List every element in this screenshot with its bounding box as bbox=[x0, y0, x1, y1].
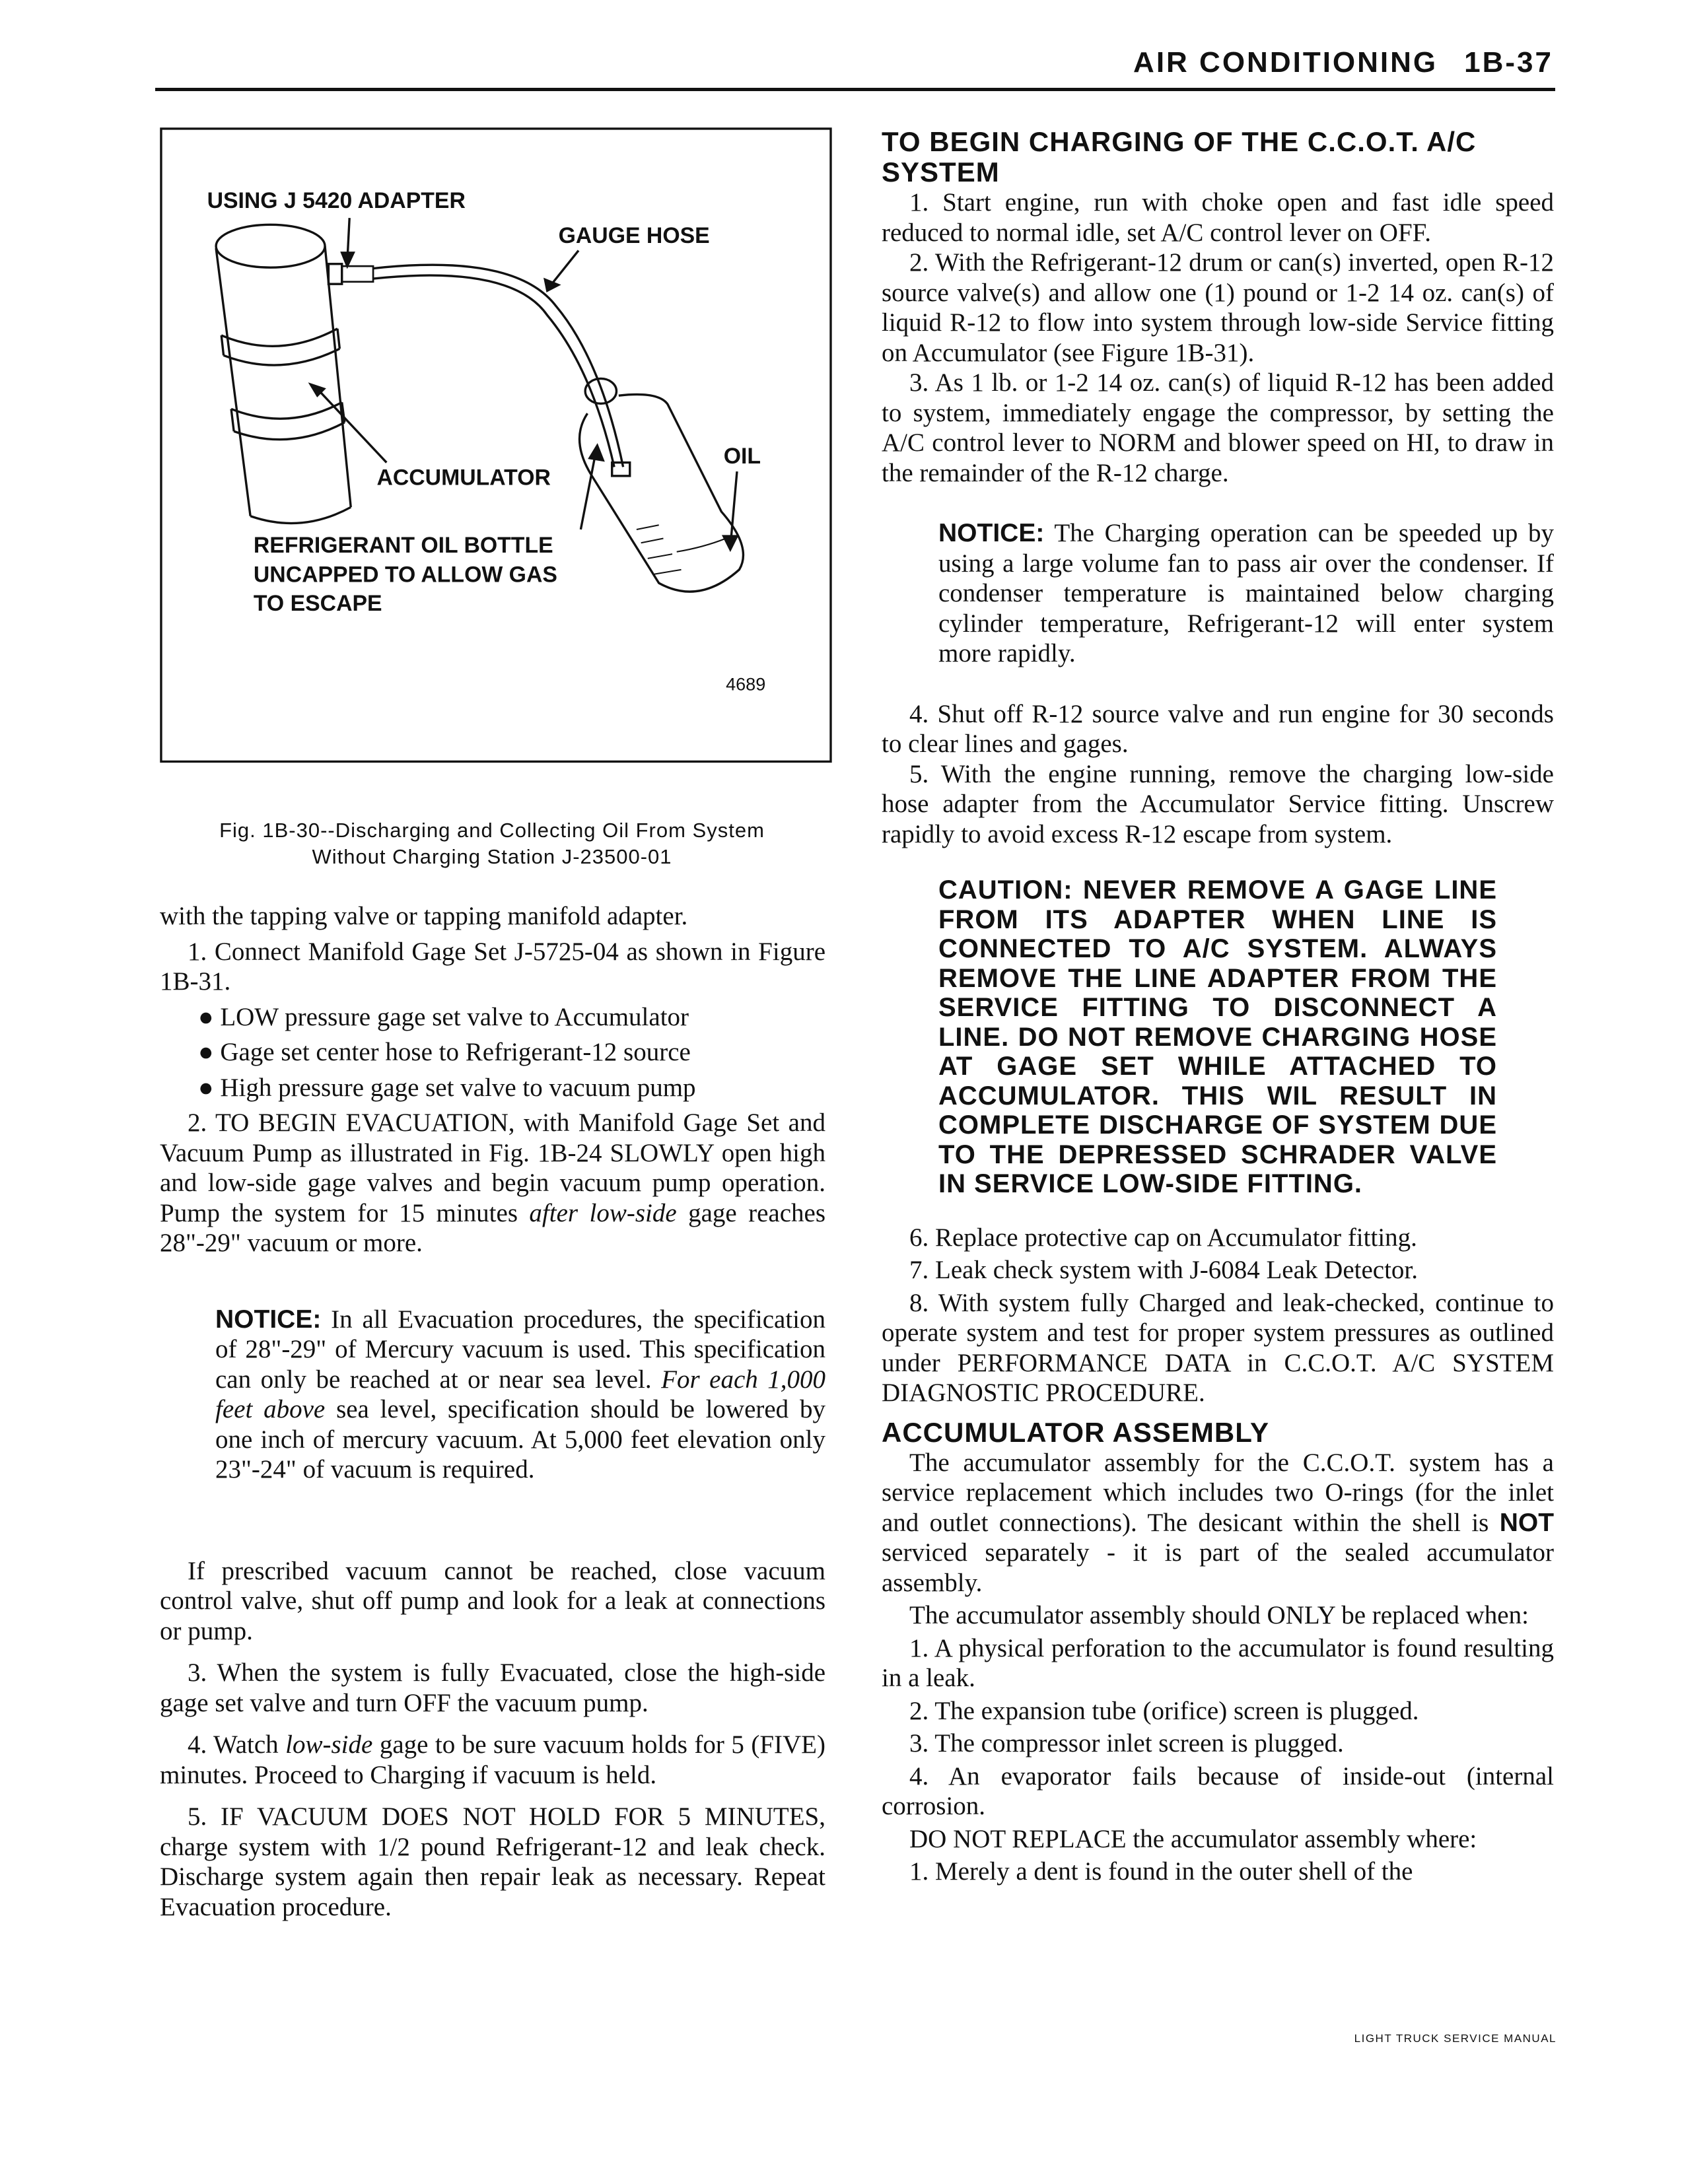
replace-item: 4. An evaporator fails because of inside-out (internal corrosion. bbox=[882, 1761, 1554, 1820]
footer-manual-title: LIGHT TRUCK SERVICE MANUAL bbox=[1354, 2032, 1557, 2045]
notice-evacuation: NOTICE: In all Evacuation procedures, the specification of 28"-29" of Mercury vacuum is used. This specification can only be reached at or near sea level. For each 1,000 feet above sea level, specification should be lowered by one inch of mercury vacuum. At 5,000 feet elevation only 23"-24" of vacuum is required. bbox=[215, 1305, 826, 1484]
charging-step-7: 7. Leak check system with J-6084 Leak Detector. bbox=[909, 1256, 1419, 1284]
paragraph: The accumulator assembly should ONLY be replaced when: bbox=[909, 1601, 1529, 1629]
caution-block: CAUTION: NEVER REMOVE A GAGE LINE FROM ITS ADAPTER WHEN LINE IS CONNECTED TO A/C SYSTEM. ALWAYS REMOVE THE LINE ADAPTER FROM THE SERVICE FITTING TO DISCONNECT A LINE. DO NOT REMOVE CHARGING HOSE AT GAGE SET WHILE ATTACHED TO ACCUMULATOR. THIS WIL RESULT IN COMPLETE DISCHARGE OF SYSTEM DUE TO THE DEPRESSED SCHRADER VALVE IN SERVICE LOW-SIDE FITTING. bbox=[938, 875, 1497, 1198]
step-1: 1. Connect Manifold Gage Set J-5725-04 as shown in Figure 1B-31. bbox=[160, 937, 825, 996]
replace-item: 1. A physical perforation to the accumulator is found resulting in a leak. bbox=[882, 1633, 1554, 1692]
accumulator-drawing bbox=[216, 224, 351, 523]
gauge-hose-drawing bbox=[342, 265, 630, 476]
heading-accumulator: ACCUMULATOR ASSEMBLY bbox=[882, 1416, 1270, 1448]
figure-caption bbox=[158, 817, 825, 870]
paragraph: DO NOT REPLACE the accumulator assembly where: bbox=[909, 1824, 1477, 1853]
paragraph: with the tapping valve or tapping manifold adapter. bbox=[160, 902, 688, 930]
step-3: 3. When the system is fully Evacuated, close the high-side gage set valve and turn OFF the vacuum pump. bbox=[160, 1658, 825, 1717]
figure-number: 4689 bbox=[726, 674, 766, 695]
oil-bottle-drawing bbox=[580, 378, 744, 592]
charging-step-1: 1. Start engine, run with choke open and fast idle speed reduced to normal idle, set A/C control lever on OFF. bbox=[882, 188, 1554, 247]
charging-step-5: 5. With the engine running, remove the charging low-side hose adapter from the Accumulator Service fitting. Unscrew rapidly to avoid excess R-12 escape from system. bbox=[882, 759, 1554, 848]
label-bottle-line2: UNCAPPED TO ALLOW GAS bbox=[253, 562, 557, 588]
label-bottle-line1: REFRIGERANT OIL BOTTLE bbox=[253, 533, 553, 559]
figure-accumulator-diagram bbox=[132, 119, 832, 878]
label-gauge-hose: GAUGE HOSE bbox=[558, 222, 710, 248]
bullet-item: ● LOW pressure gage set valve to Accumulator bbox=[198, 1002, 689, 1031]
section-title: AIR CONDITIONING bbox=[1133, 46, 1438, 79]
replace-item: 3. The compressor inlet screen is plugged. bbox=[909, 1729, 1344, 1757]
step-4: 4. Watch low-side gage to be sure vacuum holds for 5 (FIVE) minutes. Proceed to Charging if vacuum is held. bbox=[160, 1730, 825, 1789]
charging-step-2: 2. With the Refrigerant-12 drum or can(s) inverted, open R-12 source valve(s) and allow one (1) pound or 1-2 14 oz. can(s) of liquid R-12 to flow into system through low-side Service fitting on Accumulator (see Figure 1B-31). bbox=[882, 248, 1554, 367]
page-number: 1B-37 bbox=[1464, 46, 1553, 79]
bullet-item: ● Gage set center hose to Refrigerant-12 source bbox=[198, 1038, 691, 1066]
label-bottle-line3: TO ESCAPE bbox=[253, 591, 382, 617]
left-column-evacuation bbox=[160, 901, 825, 1922]
running-header bbox=[1133, 46, 1553, 79]
right-column-charging bbox=[882, 127, 1554, 1887]
step-5: 5. IF VACUUM DOES NOT HOLD FOR 5 MINUTES, charge system with 1/2 pound Refrigerant-12 and leak check. Discharge system again then repair leak as necessary. Repeat Evacuation procedure. bbox=[160, 1802, 825, 1921]
notice-charging: NOTICE: The Charging operation can be speeded up by using a large volume fan to pass air over the condenser. If condenser temperature is maintained below charging cylinder temperature, Refrigerant-12 will enter system more rapidly. bbox=[938, 519, 1555, 667]
replace-item: 2. The expansion tube (orifice) screen is plugged. bbox=[909, 1696, 1419, 1725]
step-2: 2. TO BEGIN EVACUATION, with Manifold Gage Set and Vacuum Pump as illustrated in Fig. 1B-24 SLOWLY open high and low-side gage valves and begin vacuum pump operation. Pump the system for 15 minutes after low-side gage reaches 28"-29" vacuum or more. bbox=[160, 1109, 825, 1257]
charging-step-6: 6. Replace protective cap on Accumulator fitting. bbox=[909, 1223, 1417, 1252]
charging-step-3: 3. As 1 lb. or 1-2 14 oz. can(s) of liquid R-12 has been added to system, immediately engage the compressor, by setting the A/C control lever to NORM and blower speed on HI, to draw in the remainder of the R-12 charge. bbox=[882, 368, 1554, 487]
accumulator-paragraph: The accumulator assembly for the C.C.O.T. system has a service replacement which includes two O-rings (for the inlet and outlet connections). The desicant within the shell is NOT serviced separately - it is part of the sealed accumulator assembly. bbox=[882, 1448, 1555, 1597]
label-oil: OIL bbox=[723, 443, 761, 469]
label-adapter: USING J 5420 ADAPTER bbox=[207, 188, 466, 214]
bullet-item: ● High pressure gage set valve to vacuum pump bbox=[198, 1073, 696, 1102]
do-not-replace-item: 1. Merely a dent is found in the outer shell of the bbox=[909, 1857, 1413, 1886]
charging-step-4: 4. Shut off R-12 source valve and run engine for 30 seconds to clear lines and gages. bbox=[882, 699, 1554, 758]
label-accumulator: ACCUMULATOR bbox=[376, 465, 551, 491]
caption-line-1: Fig. 1B-30--Discharging and Collecting Oil From System bbox=[219, 819, 765, 842]
heading-charging: TO BEGIN CHARGING OF THE C.C.O.T. A/C SYSTEM bbox=[882, 126, 1477, 188]
header-rule bbox=[155, 88, 1555, 91]
charging-step-8: 8. With system fully Charged and leak-checked, continue to operate system and test for proper system pressures as outlined under PERFORMANCE DATA in C.C.O.T. A/C SYSTEM DIAGNOSTIC PROCEDURE. bbox=[882, 1288, 1554, 1407]
paragraph: If prescribed vacuum cannot be reached, close vacuum control valve, shut off pump and look for a leak at connections or pump. bbox=[160, 1556, 825, 1645]
caption-line-2: Without Charging Station J-23500-01 bbox=[312, 845, 672, 868]
